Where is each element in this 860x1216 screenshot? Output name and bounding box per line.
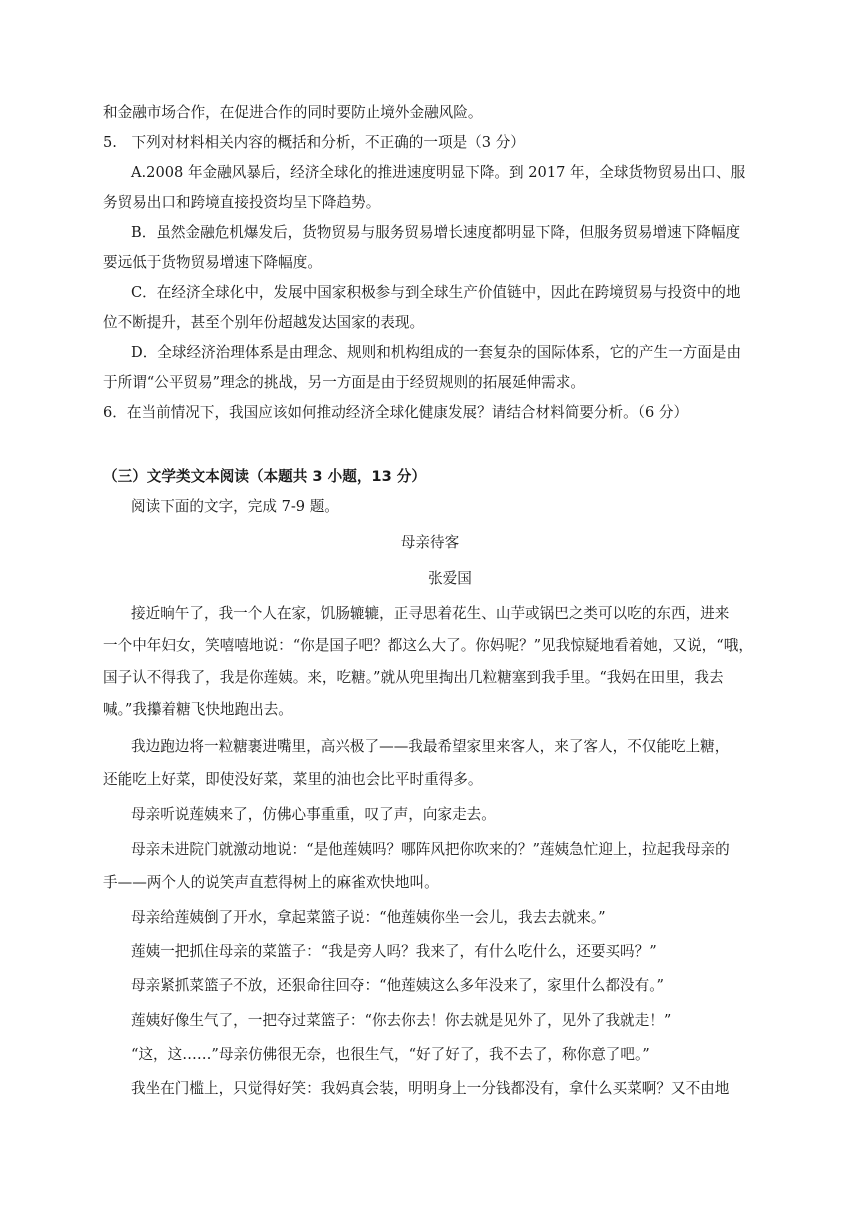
question-6: 6．在当前情况下，我国应该如何推动经济全球化健康发展？请结合材料简要分析。（6 分）	[103, 404, 689, 421]
option-c-line-2: 位不断提升，甚至个别年份超越发达国家的表现。	[103, 314, 425, 331]
story-p1-line-3: 国子认不得我了，我是你莲姨。来，吃糖。”就从兜里掏出几粒糖塞到我手里。“我妈在田里，我去	[103, 669, 724, 686]
article-author: 张爱国	[428, 570, 472, 587]
option-a-line-1: A.2008 年金融风暴后，经济全球化的推进速度明显下降。到 2017 年，全球货物贸易出口、服	[131, 164, 746, 181]
section-heading: （三）文学类文本阅读（本题共 3 小题，13 分）	[103, 468, 426, 485]
story-p8: 莲姨好像生气了，一把夺过菜篮子：“你去你去！你去就是见外了，见外了我就走！”	[131, 1012, 672, 1029]
option-a-line-2: 务贸易出口和跨境直接投资均呈下降趋势。	[103, 194, 381, 211]
article-title: 母亲待客	[400, 534, 460, 551]
paragraph-continuation: 和金融市场合作，在促进合作的同时要防止境外金融风险。	[103, 104, 483, 121]
story-p3: 母亲听说莲姨来了，仿佛心事重重，叹了声，向家走去。	[131, 806, 496, 823]
story-p4-line-2: 手——两个人的说笑声直惹得树上的麻雀欢快地叫。	[103, 874, 439, 891]
story-p7: 母亲紧抓菜篮子不放，还狠命往回夺：“他莲姨这么多年没来了，家里什么都没有。”	[131, 977, 664, 994]
reading-instruction: 阅读下面的文字，完成 7-9 题。	[131, 498, 339, 515]
story-p1-line-1: 接近晌午了，我一个人在家，饥肠辘辘，正寻思着花生、山芋或锅巴之类可以吃的东西，进来	[131, 605, 730, 622]
story-p5: 母亲给莲姨倒了开水，拿起菜篮子说：“他莲姨你坐一会儿，我去去就来。”	[131, 909, 606, 926]
option-c-line-1: C．在经济全球化中，发展中国家积极参与到全球生产价值链中，因此在跨境贸易与投资中的地	[131, 284, 741, 301]
question-5: 5. 下列对材料相关内容的概括和分析，不正确的一项是（3 分）	[103, 134, 525, 151]
option-d-line-2: 于所谓“公平贸易”理念的挑战，另一方面是由于经贸规则的拓展延伸需求。	[103, 374, 585, 391]
story-p1-line-4: 喊。”我攥着糖飞快地跑出去。	[103, 701, 293, 718]
story-p4-line-1: 母亲未进院门就激动地说：“是他莲姨吗？哪阵风把你吹来的？”莲姨急忙迎上，拉起我母亲的	[131, 841, 730, 858]
story-p2-line-2: 还能吃上好菜，即使没好菜，菜里的油也会比平时重得多。	[103, 771, 483, 788]
story-p6: 莲姨一把抓住母亲的菜篮子：“我是旁人吗？我来了，有什么吃什么，还要买吗？”	[131, 943, 657, 960]
story-p9: “这，这……”母亲仿佛很无奈，也很生气，“好了好了，我不去了，称你意了吧。”	[131, 1046, 650, 1063]
option-d-line-1: D．全球经济治理体系是由理念、规则和机构组成的一套复杂的国际体系，它的产生一方面是由	[131, 344, 742, 361]
story-p2-line-1: 我边跑边将一粒糖裹进嘴里，高兴极了——我最希望家里来客人，来了客人，不仅能吃上糖，	[131, 738, 730, 755]
story-p10-line-1: 我坐在门槛上，只觉得好笑：我妈真会装，明明身上一分钱都没有，拿什么买菜啊？又不由地	[131, 1080, 730, 1097]
story-p1-line-2: 一个中年妇女，笑嘻嘻地说：“你是国子吧？都这么大了。你妈呢？”见我惊疑地看着她，又说，“哦，	[103, 637, 753, 654]
option-b-line-2: 要远低于货物贸易增速下降幅度。	[103, 254, 322, 271]
option-b-line-1: B．虽然金融危机爆发后，货物贸易与服务贸易增长速度都明显下降，但服务贸易增速下降幅度	[131, 224, 741, 241]
